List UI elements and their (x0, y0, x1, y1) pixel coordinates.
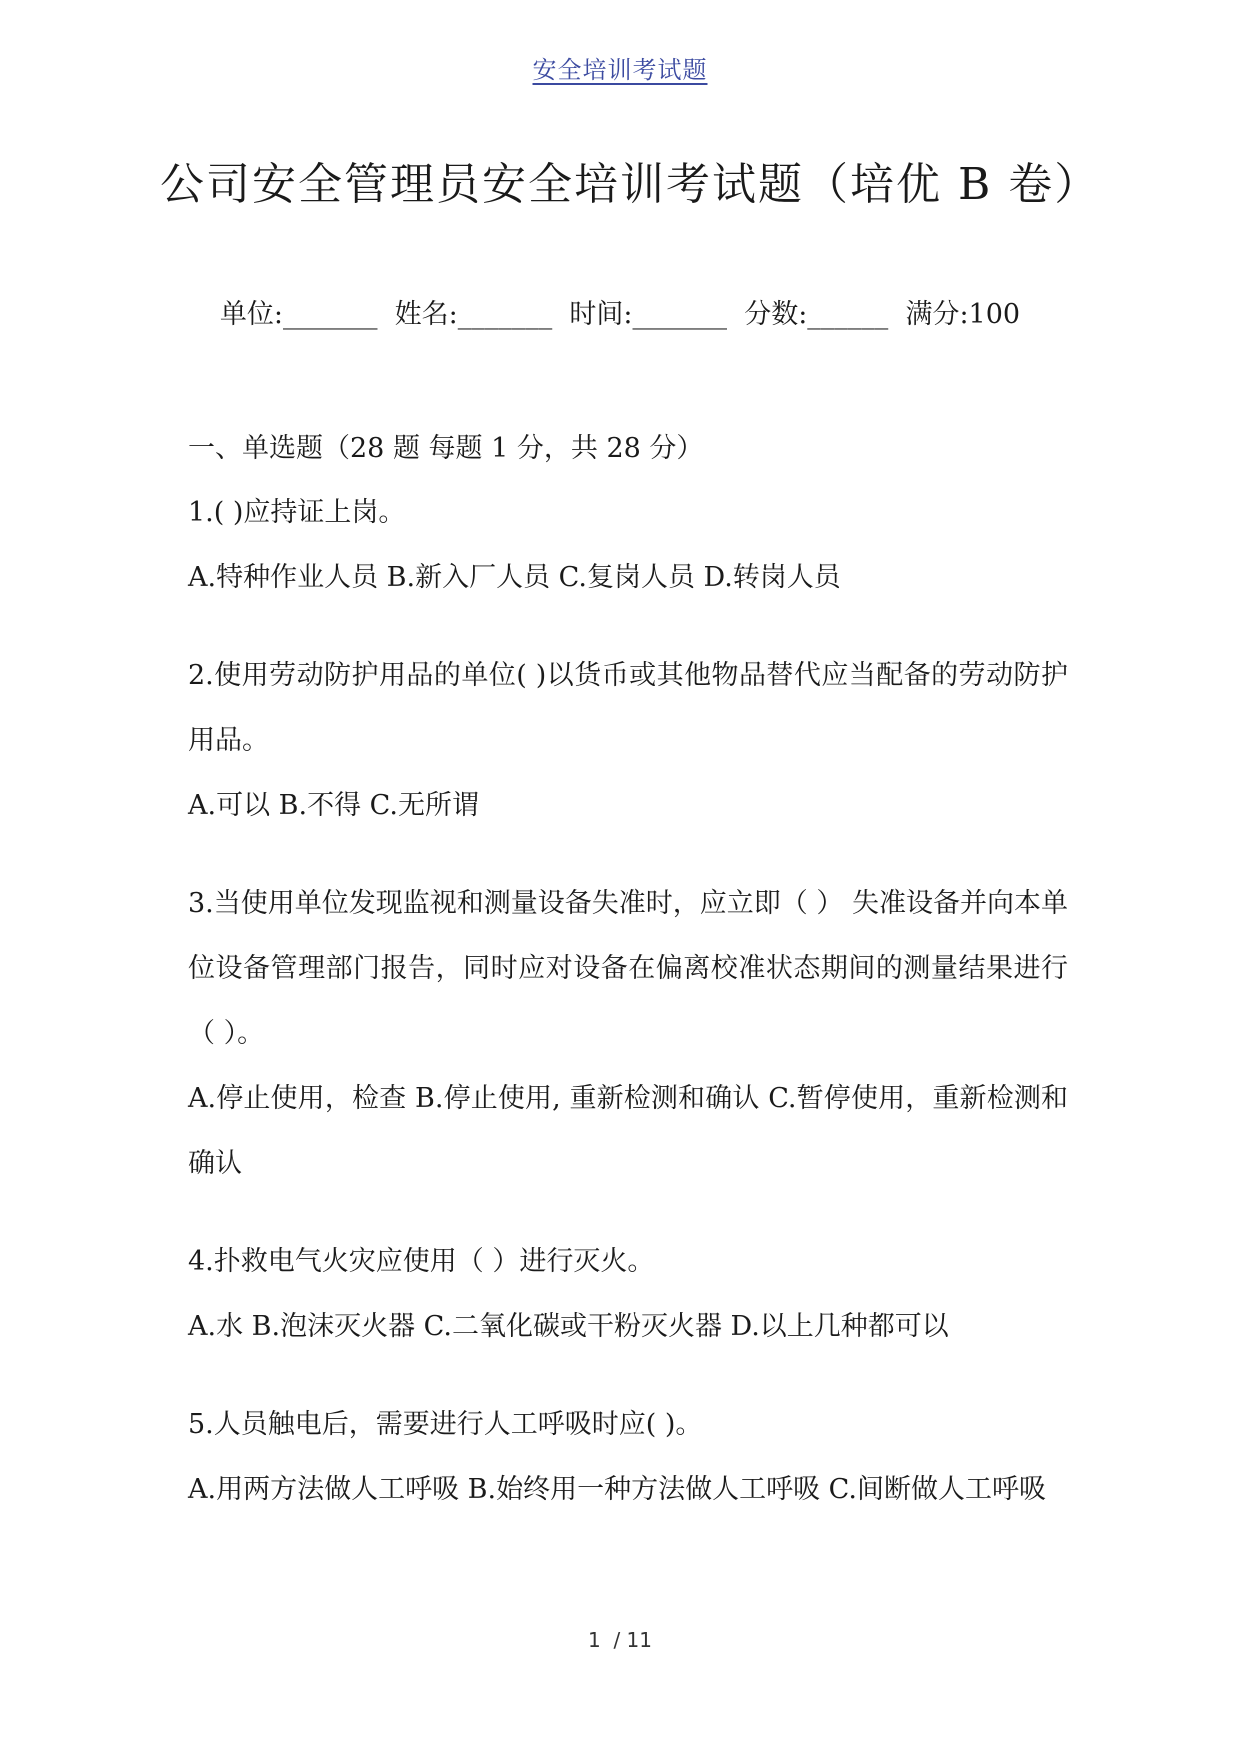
question-4 (188, 1229, 1068, 1359)
exam-content (188, 418, 1068, 1522)
question-spacer (188, 1196, 1068, 1229)
question-stem: 2.使用劳动防护用品的单位( )以货币或其他物品替代应当配备的劳动防护用品。 (188, 660, 1068, 756)
exam-info-line: 单位:_______ 姓名:_______ 时间:_______ 分数:______ 满分:100 (219, 299, 1021, 330)
question-spacer (188, 838, 1068, 871)
document-title: 公司安全管理员安全培训考试题（培优 B 卷） (160, 159, 1101, 210)
question-2 (188, 643, 1068, 838)
question-options: A.特种作业人员 B.新入厂人员 C.复岗人员 D.转岗人员 (188, 562, 841, 593)
question-stem: 1.( )应持证上岗。 (188, 497, 406, 528)
question-stem: 4.扑救电气火灾应使用（ ）进行灭火。 (188, 1246, 655, 1277)
question-options: A.用两方法做人工呼吸 B.始终用一种方法做人工呼吸 C.间断做人工呼吸 (188, 1474, 1046, 1505)
question-options: A.可以 B.不得 C.无所谓 (188, 790, 479, 821)
section-heading: 一、单选题（28 题 每题 1 分，共 28 分） (188, 433, 704, 464)
question-options: A.停止使用，检查 B.停止使用, 重新检测和确认 C.暂停使用，重新检测和确认 (188, 1083, 1068, 1179)
page-number: 1 / 11 (588, 1628, 652, 1652)
question-3 (188, 871, 1068, 1196)
question-options: A.水 B.泡沫灭火器 C.二氧化碳或干粉灭火器 D.以上几种都可以 (188, 1311, 949, 1342)
question-spacer (188, 610, 1068, 643)
question-1 (188, 480, 1068, 610)
running-header: 安全培训考试题 (532, 56, 708, 84)
question-5 (188, 1392, 1068, 1522)
question-stem: 3.当使用单位发现监视和测量设备失准时，应立即（ ） 失准设备并向本单位设备管理部门报告，同时应对设备在偏离校准状态期间的测量结果进行（ ）。 (188, 888, 1068, 1049)
question-spacer (188, 1359, 1068, 1392)
question-stem: 5.人员触电后，需要进行人工呼吸时应( )。 (188, 1409, 703, 1440)
